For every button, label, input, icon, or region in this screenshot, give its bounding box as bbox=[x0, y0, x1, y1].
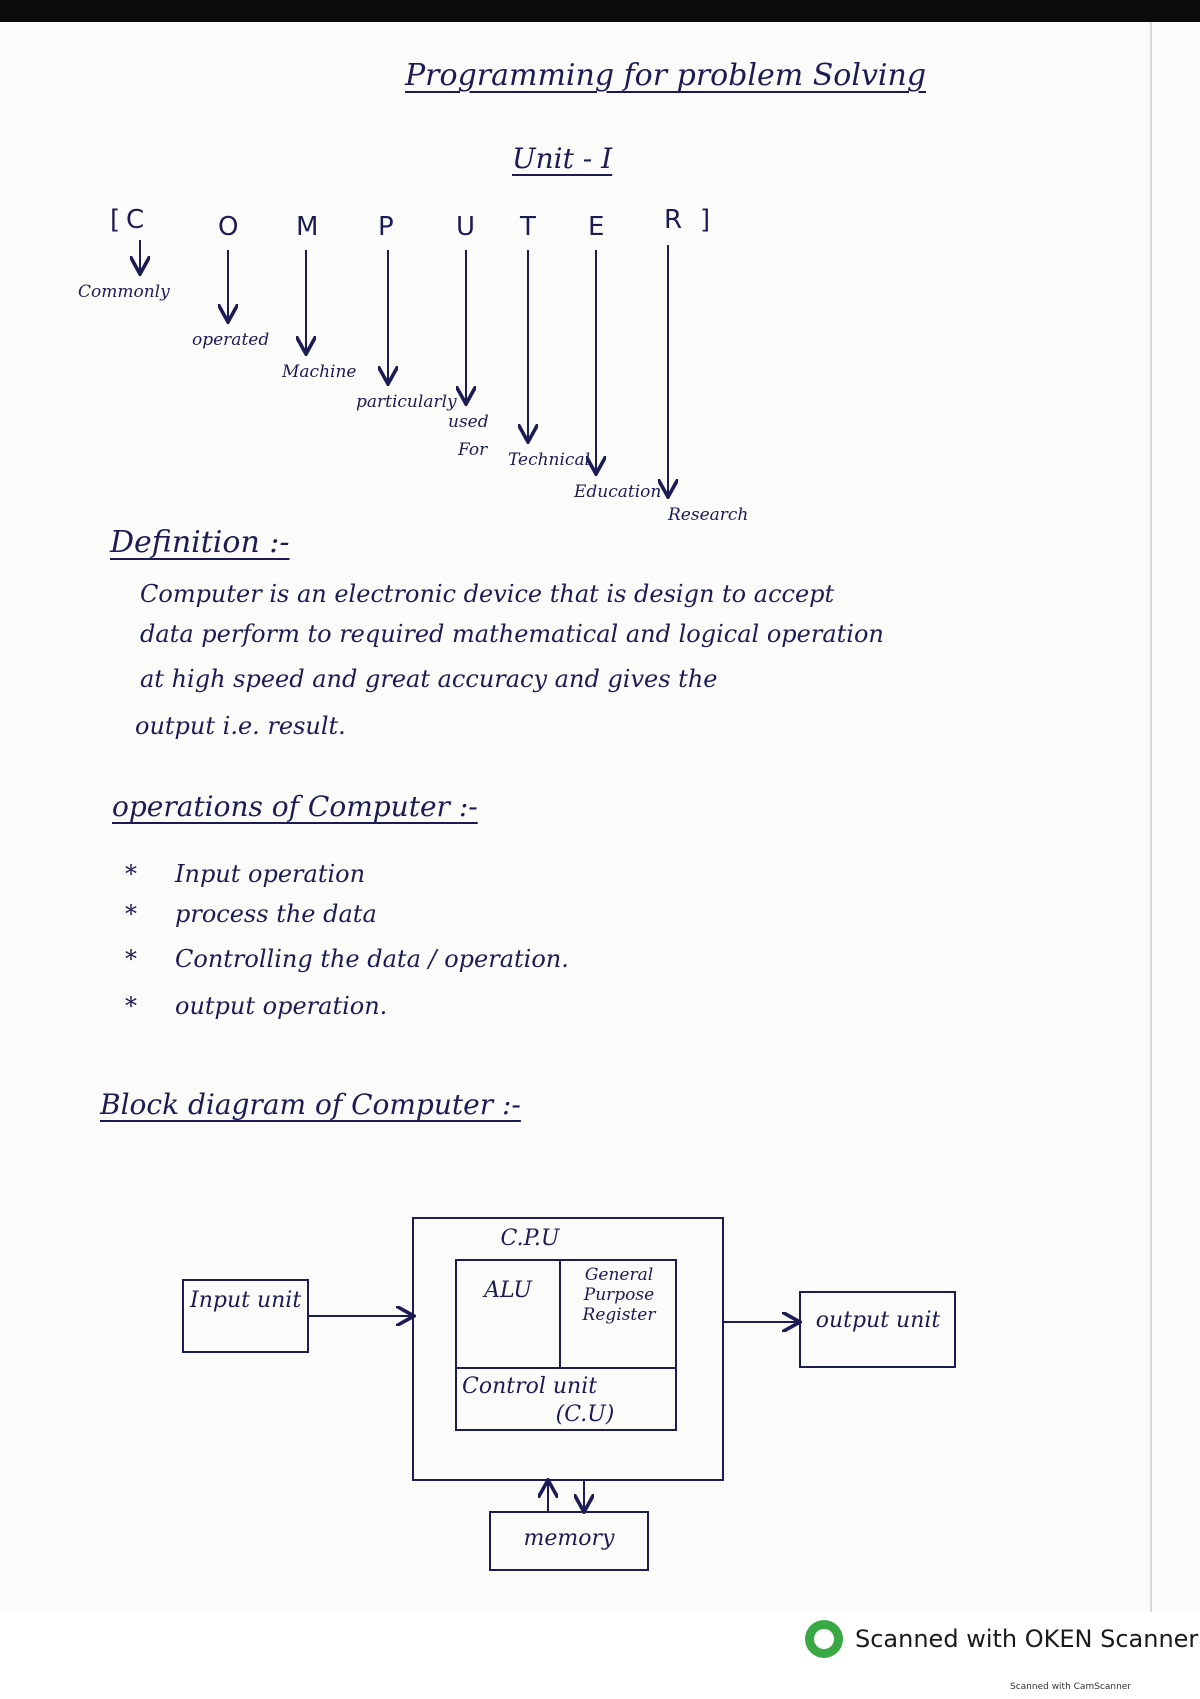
acronym-letter-r: R bbox=[664, 205, 683, 235]
acronym-letter-m: M bbox=[296, 212, 319, 242]
bullet-star: * bbox=[125, 945, 137, 973]
acronym-close-bracket: ] bbox=[700, 205, 711, 235]
cpu-label: C.P.U bbox=[500, 1226, 560, 1251]
definition-line-2: data perform to required mathematical and logical operation bbox=[140, 620, 884, 648]
acronym-word-for: For bbox=[458, 440, 488, 460]
acronym-open-bracket: [ bbox=[110, 205, 121, 235]
unit-heading: Unit - I bbox=[512, 142, 613, 175]
acronym-word-research: Research bbox=[668, 505, 749, 525]
scanner-small-text: Scanned with CamScanner bbox=[1010, 1682, 1132, 1692]
memory-label: memory bbox=[523, 1526, 615, 1551]
acronym-word-education: Education bbox=[574, 482, 662, 502]
operation-item-text: Controlling the data / operation. bbox=[175, 945, 569, 973]
operation-item-text: Input operation bbox=[175, 860, 366, 888]
acronym-word-operated: operated bbox=[192, 330, 270, 350]
scanner-logo-icon bbox=[805, 1620, 843, 1658]
definition-line-3: at high speed and great accuracy and gives the bbox=[140, 665, 718, 693]
acronym-letter-p: P bbox=[378, 212, 394, 242]
input-unit-label: Input unit bbox=[190, 1288, 302, 1313]
page-title: Programming for problem Solving bbox=[405, 58, 927, 93]
acronym-letter-t: T bbox=[520, 212, 536, 242]
acronym-arrows bbox=[140, 240, 668, 495]
bullet-star: * bbox=[125, 992, 137, 1020]
bullet-star: * bbox=[125, 900, 137, 928]
acronym-word-technical: Technical bbox=[508, 450, 591, 470]
definition-line-1: Computer is an electronic device that is design to accept bbox=[140, 580, 835, 608]
block-diagram-heading: Block diagram of Computer :- bbox=[100, 1088, 521, 1121]
control-unit-abbr: (C.U) bbox=[555, 1402, 615, 1427]
definition-line-4: output i.e. result. bbox=[135, 712, 346, 740]
acronym-letter-u: U bbox=[456, 212, 476, 242]
control-unit-label: Control unit bbox=[462, 1374, 598, 1399]
scanner-watermark bbox=[805, 1620, 1198, 1658]
acronym-word-machine: Machine bbox=[282, 362, 357, 382]
bullet-star: * bbox=[125, 860, 137, 888]
acronym-letter-o: O bbox=[218, 212, 239, 242]
register-label: General Purpose Register bbox=[582, 1265, 656, 1325]
definition-heading: Definition :- bbox=[110, 525, 290, 560]
operation-item-text: output operation. bbox=[175, 992, 388, 1020]
acronym-letter-c: C bbox=[126, 205, 145, 235]
output-unit-label: output unit bbox=[815, 1308, 941, 1333]
acronym-word-used: used bbox=[448, 412, 489, 432]
operation-item-text: process the data bbox=[175, 900, 377, 928]
acronym-letter-e: E bbox=[588, 212, 605, 242]
alu-label: ALU bbox=[484, 1278, 532, 1303]
operations-heading: operations of Computer :- bbox=[112, 790, 478, 823]
acronym-word-commonly: Commonly bbox=[78, 282, 170, 302]
scanner-brand: Scanned with OKEN Scanner bbox=[855, 1625, 1199, 1653]
acronym-word-particularly: particularly bbox=[356, 392, 457, 412]
